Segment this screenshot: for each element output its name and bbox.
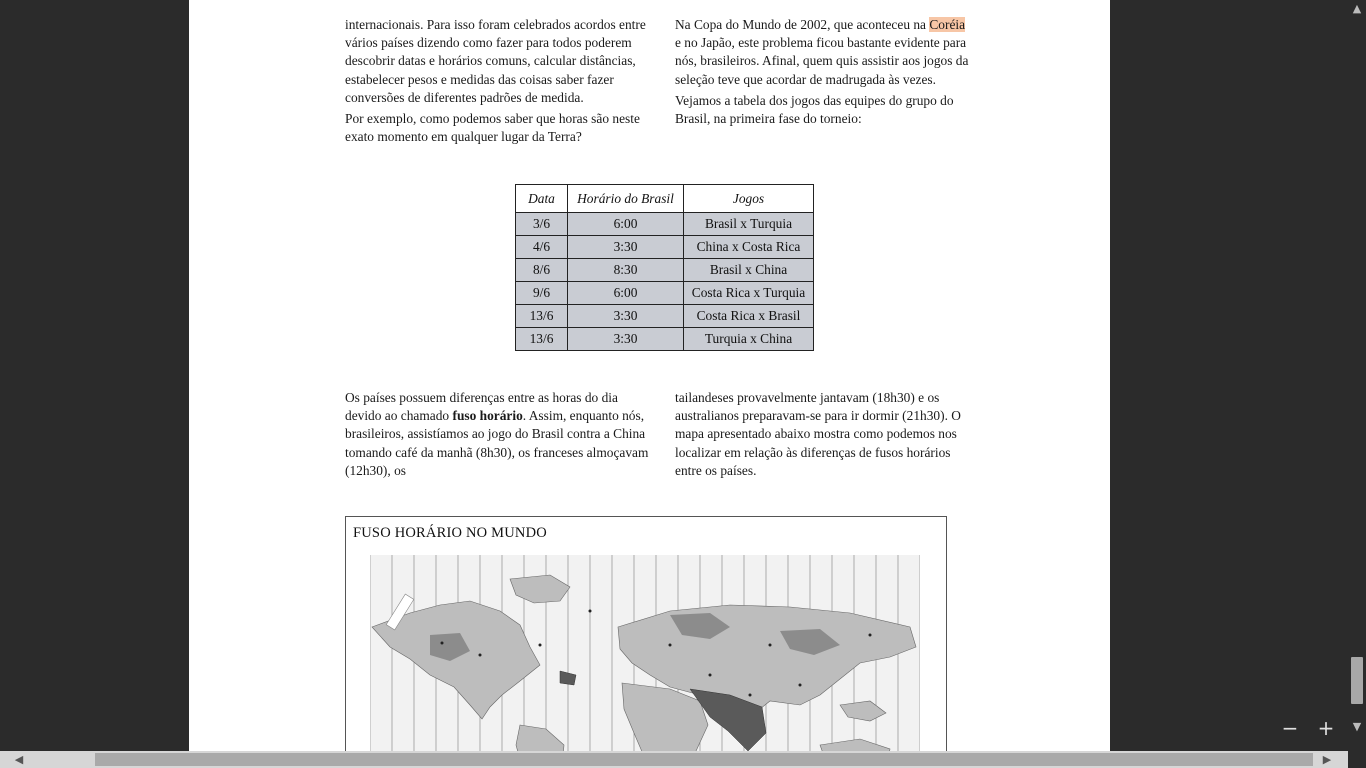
cell-game: Costa Rica x Brasil xyxy=(684,305,814,328)
cell-game: Brasil x Turquia xyxy=(684,213,814,236)
paragraph: Vejamos a tabela dos jogos das equipes do grupo do Brasil, na primeira fase do torneio: xyxy=(675,92,954,127)
map-title: FUSO HORÁRIO NO MUNDO xyxy=(353,525,547,541)
column-header-date: Data xyxy=(516,185,568,213)
scrollbar-corner xyxy=(1348,751,1366,768)
table-row xyxy=(516,259,814,282)
cell-date: 4/6 xyxy=(516,236,568,259)
cell-date: 3/6 xyxy=(516,213,568,236)
horizontal-scrollbar[interactable] xyxy=(0,751,1348,768)
time-zone-map-figure xyxy=(345,516,947,751)
cell-game: Turquia x China xyxy=(684,328,814,351)
vertical-scrollbar[interactable] xyxy=(1348,0,1366,751)
text-segment: Os países possuem diferenças entre as horas do dia devido ao chamado xyxy=(345,390,618,424)
paragraph: tailandeses provavelmente jantavam (18h30) e os australianos preparavam-se para ir dormir (21h30). O mapa apresentado abaixo mostra como podemos nos localizar em relação às diferenças de fusos horários entre os países. xyxy=(675,390,961,478)
text-segment: e no Japão, este problema ficou bastante evidente para nós, brasileiros. Afinal, quem quis assistir aos jogos da seleção teve que acordar de madrugada às vezes. xyxy=(675,35,969,87)
paragraph: internacionais. Para isso foram celebrados acordos entre vários países dizendo como fazer para todos poderem descobrir datas e horários comuns, calcular distâncias, estabelecer pesos e medidas das coisas saber fazer conversões de diferentes padrões de medida. xyxy=(345,17,646,105)
cell-time: 8:30 xyxy=(568,259,684,282)
cell-time: 6:00 xyxy=(568,282,684,305)
scroll-right-icon[interactable]: ▶ xyxy=(1322,753,1332,766)
left-column-top xyxy=(345,16,650,149)
paragraph xyxy=(345,389,650,480)
cell-game: China x Costa Rica xyxy=(684,236,814,259)
left-column-bottom xyxy=(345,389,650,483)
bold-term: fuso horário xyxy=(452,408,523,424)
column-header-time: Horário do Brasil xyxy=(568,185,684,213)
scroll-down-icon[interactable]: ▼ xyxy=(1352,720,1362,733)
cell-time: 3:30 xyxy=(568,236,684,259)
scroll-up-icon[interactable]: ▲ xyxy=(1352,2,1362,15)
cell-time: 3:30 xyxy=(568,328,684,351)
text-segment: Na Copa do Mundo de 2002, que aconteceu na xyxy=(675,17,927,32)
right-column-top xyxy=(675,16,973,131)
right-column-bottom xyxy=(675,389,975,483)
cell-game: Costa Rica x Turquia xyxy=(684,282,814,305)
cell-game: Brasil x China xyxy=(684,259,814,282)
matches-table xyxy=(515,184,814,351)
cell-date: 13/6 xyxy=(516,305,568,328)
table-row xyxy=(516,328,814,351)
horizontal-scroll-thumb[interactable] xyxy=(95,753,1313,766)
table-row xyxy=(516,305,814,328)
text-segment: . Assim, enquanto nós, brasileiros, assistíamos ao jogo do Brasil contra a China tomando café da manhã (8h30), os franceses almoçavam (12h30), os xyxy=(345,408,649,478)
scroll-left-icon[interactable]: ◀ xyxy=(14,753,24,766)
cell-date: 9/6 xyxy=(516,282,568,305)
cell-date: 13/6 xyxy=(516,328,568,351)
paragraph xyxy=(675,16,973,89)
table-header-row xyxy=(516,185,814,213)
search-highlight: Coréia xyxy=(929,17,966,32)
cell-time: 3:30 xyxy=(568,305,684,328)
cell-date: 8/6 xyxy=(516,259,568,282)
table-row xyxy=(516,213,814,236)
zoom-out-button[interactable]: − xyxy=(1281,716,1299,740)
paragraph: Por exemplo, como podemos saber que horas são neste exato momento em qualquer lugar da Terra? xyxy=(345,111,640,145)
document-page xyxy=(189,0,1110,751)
vertical-scroll-thumb[interactable] xyxy=(1351,657,1363,704)
world-time-zone-map xyxy=(370,555,920,751)
cell-time: 6:00 xyxy=(568,213,684,236)
zoom-in-button[interactable]: + xyxy=(1317,716,1335,740)
table-row xyxy=(516,236,814,259)
table-row xyxy=(516,282,814,305)
column-header-games: Jogos xyxy=(684,185,814,213)
